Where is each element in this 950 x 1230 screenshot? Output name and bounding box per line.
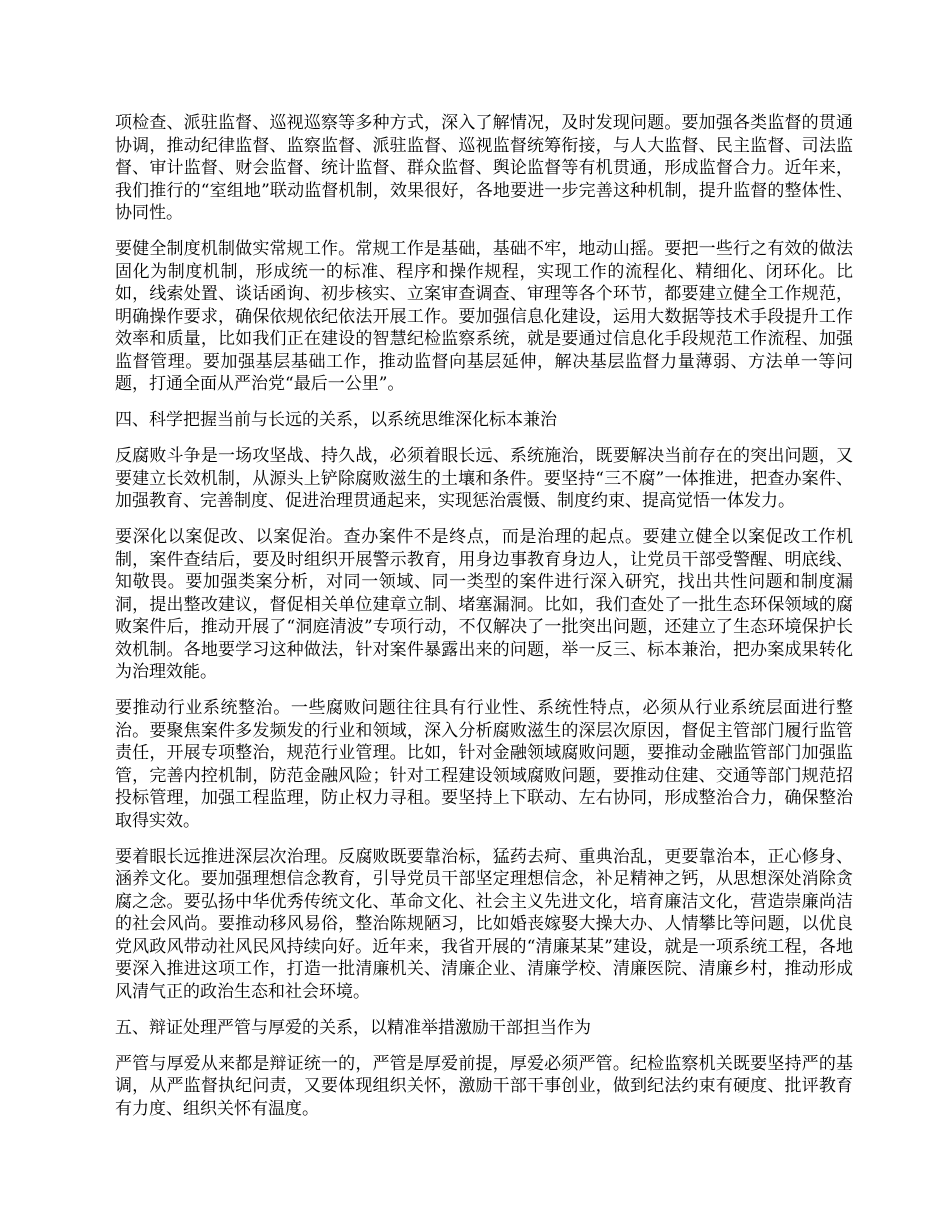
section-heading: 四、科学把握当前与长远的关系，以系统思维深化标本兼治 (115, 410, 557, 430)
paragraph: 严管与厚爱从来都是辩证统一的，严管是厚爱前提，厚爱必须严管。纪检监察机关既要坚持严的基调，从严监督执纪问责，又要体现组织关怀，激励干部干事创业，做到纪法约束有硬度、批评教育有力度、组织关怀有温度。 (115, 1053, 853, 1119)
document-body (115, 112, 853, 1134)
paragraph: 要着眼长远推进深层次治理。反腐败既要靠治标，猛药去疴、重典治乱，更要靠治本，正心修身、涵养文化。要加强理想信念教育，引导党员干部坚定理想信念，补足精神之钙，从思想深处消除贪腐之念。要弘扬中华优秀传统文化、革命文化、社会主义先进文化，培育廉洁文化，营造崇廉尚洁的社会风尚。要推动移风易俗，整治陈规陋习，比如婚丧嫁娶大操大办、人情攀比等问题，以优良党风政风带动社风民风持续向好。近年来，我省开展的“清廉某某”建设，就是一项系统工程，各地要深入推进这项工作，打造一批清廉机关、清廉企业、清廉学校、清廉医院、清廉乡村，推动形成风清气正的政治生态和社会环境。 (115, 846, 853, 1002)
paragraph: 要推动行业系统整治。一些腐败问题往往具有行业性、系统性特点，必须从行业系统层面进行整治。要聚焦案件多发频发的行业和领域，深入分析腐败滋生的深层次原因，督促主管部门履行监管责任，开展专项整治，规范行业管理。比如，针对金融领域腐败问题，要推动金融监管部门加强监管，完善内控机制，防范金融风险；针对工程建设领域腐败问题，要推动住建、交通等部门规范招投标管理，加强工程监理，防止权力寻租。要坚持上下联动、左右协同，形成整治合力，确保整治取得实效。 (115, 698, 853, 831)
paragraph: 项检查、派驻监督、巡视巡察等多种方式，深入了解情况，及时发现问题。要加强各类监督的贯通协调，推动纪律监督、监察监督、派驻监督、巡视监督统筹衔接，与人大监督、民主监督、司法监督、审计监督、财会监督、统计监督、群众监督、舆论监督等有机贯通，形成监督合力。近年来，我们推行的“室组地”联动监督机制，效果很好，各地要进一步完善这种机制，提升监督的整体性、协同性。 (115, 113, 853, 223)
paragraph: 要健全制度机制做实常规工作。常规工作是基础，基础不牢，地动山摇。要把一些行之有效的做法固化为制度机制，形成统一的标准、程序和操作规程，实现工作的流程化、精细化、闭环化。比如，线索处置、谈话函询、初步核实、立案审查调查、审理等各个环节，都要建立健全工作规范，明确操作要求，确保依规依纪依法开展工作。要加强信息化建设，运用大数据等技术手段提升工作效率和质量，比如我们正在建设的智慧纪检监察系统，就是要通过信息化手段规范工作流程、加强监督管理。要加强基层基础工作，推动监督向基层延伸，解决基层监督力量薄弱、方法单一等问题，打通全面从严治党“最后一公里”。 (115, 239, 853, 394)
paragraph: 要深化以案促改、以案促治。查办案件不是终点，而是治理的起点。要建立健全以案促改工作机制，案件查结后，要及时组织开展警示教育，用身边事教育身边人，让党员干部受警醒、明底线、知敬畏。要加强类案分析，对同一领域、同一类型的案件进行深入研究，找出共性问题和制度漏洞，提出整改建议，督促相关单位建章立制、堵塞漏洞。比如，我们查处了一批生态环保领域的腐败案件后，推动开展了“洞庭清波”专项行动，不仅解决了一批突出问题，还建立了生态环境保护长效机制。各地要学习这种做法，针对案件暴露出来的问题，举一反三、标本兼治，把办案成果转化为治理效能。 (115, 527, 853, 682)
section-heading: 五、辩证处理严管与厚爱的关系，以精准举措激励干部担当作为 (115, 1017, 591, 1038)
paragraph: 反腐败斗争是一场攻坚战、持久战，必须着眼长远、系统施治，既要解决当前存在的突出问题，又要建立长效机制，从源头上铲除腐败滋生的土壤和条件。要坚持“三不腐”一体推进，把查办案件、加强教育、完善制度、促进治理贯通起来，实现惩治震慑、制度约束、提高觉悟一体发力。 (115, 446, 853, 511)
